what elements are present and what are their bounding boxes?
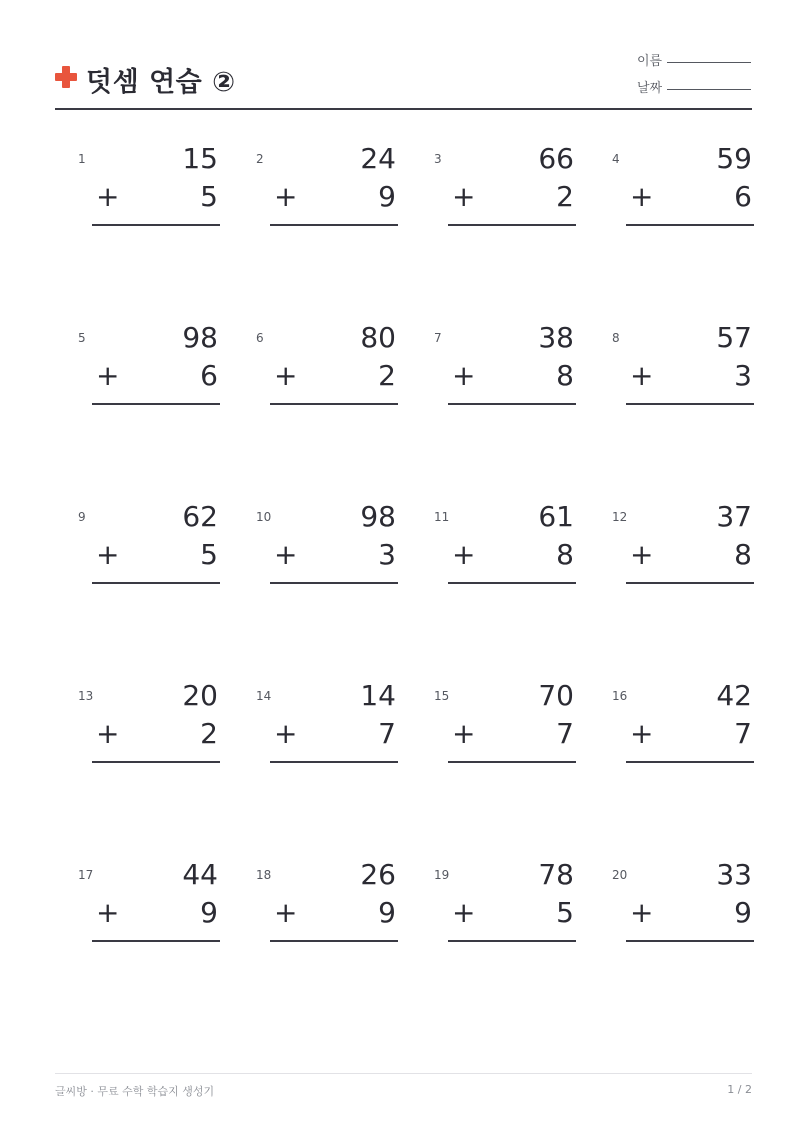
first-addend: 15 bbox=[182, 142, 218, 175]
problem-number: 18 bbox=[256, 868, 272, 882]
problem-item bbox=[434, 679, 574, 799]
second-addend: 3 bbox=[378, 538, 396, 571]
first-addend: 14 bbox=[360, 679, 396, 712]
problem-number: 5 bbox=[78, 331, 86, 345]
plus-operator: + bbox=[274, 538, 298, 571]
first-addend: 66 bbox=[538, 142, 574, 175]
problem-number: 12 bbox=[612, 510, 628, 524]
second-addend: 5 bbox=[556, 896, 574, 929]
second-addend: 7 bbox=[378, 717, 396, 750]
problem-number: 16 bbox=[612, 689, 628, 703]
problem-number: 13 bbox=[78, 689, 94, 703]
plus-operator: + bbox=[274, 180, 298, 213]
second-addend: 9 bbox=[734, 896, 752, 929]
problem-number: 11 bbox=[434, 510, 450, 524]
answer-line bbox=[92, 224, 220, 226]
plus-operator: + bbox=[630, 896, 654, 929]
name-label: 이름 bbox=[637, 54, 663, 69]
plus-operator: + bbox=[96, 359, 120, 392]
problem-number: 6 bbox=[256, 331, 264, 345]
second-addend: 9 bbox=[200, 896, 218, 929]
problem-number: 14 bbox=[256, 689, 272, 703]
plus-operator: + bbox=[274, 896, 298, 929]
problem-number: 15 bbox=[434, 689, 450, 703]
problem-number: 8 bbox=[612, 331, 620, 345]
second-addend: 8 bbox=[734, 538, 752, 571]
problem-number: 3 bbox=[434, 152, 442, 166]
second-addend: 8 bbox=[556, 359, 574, 392]
problem-number: 7 bbox=[434, 331, 442, 345]
first-addend: 98 bbox=[360, 500, 396, 533]
problem-item bbox=[434, 500, 574, 620]
first-addend: 61 bbox=[538, 500, 574, 533]
first-addend: 70 bbox=[538, 679, 574, 712]
problem-number: 20 bbox=[612, 868, 628, 882]
second-addend: 2 bbox=[200, 717, 218, 750]
page-title: 덧셈 연습 ② bbox=[86, 67, 236, 98]
problem-number: 1 bbox=[78, 152, 86, 166]
problem-number: 9 bbox=[78, 510, 86, 524]
answer-line bbox=[448, 761, 576, 763]
date-label: 날짜 bbox=[637, 81, 663, 96]
problem-number: 4 bbox=[612, 152, 620, 166]
second-addend: 9 bbox=[378, 896, 396, 929]
footer-credit: 글씨방 · 무료 수학 학습지 생성기 bbox=[55, 1085, 215, 1098]
plus-operator: + bbox=[452, 180, 476, 213]
first-addend: 59 bbox=[716, 142, 752, 175]
answer-line bbox=[92, 940, 220, 942]
second-addend: 5 bbox=[200, 538, 218, 571]
answer-line bbox=[92, 403, 220, 405]
answer-line bbox=[270, 582, 398, 584]
problem-item bbox=[612, 679, 752, 799]
footer-divider bbox=[55, 1073, 752, 1074]
answer-line bbox=[92, 582, 220, 584]
second-addend: 9 bbox=[378, 180, 396, 213]
problem-number: 10 bbox=[256, 510, 272, 524]
second-addend: 5 bbox=[200, 180, 218, 213]
problem-item bbox=[256, 142, 396, 262]
problem-item bbox=[612, 858, 752, 978]
second-addend: 2 bbox=[556, 180, 574, 213]
page-indicator: 1 / 2 bbox=[727, 1083, 752, 1096]
problem-item bbox=[612, 321, 752, 441]
problem-number: 17 bbox=[78, 868, 94, 882]
problem-item bbox=[78, 679, 218, 799]
first-addend: 44 bbox=[182, 858, 218, 891]
problem-item bbox=[434, 321, 574, 441]
answer-line bbox=[626, 582, 754, 584]
plus-operator: + bbox=[630, 180, 654, 213]
problem-item bbox=[78, 500, 218, 620]
first-addend: 38 bbox=[538, 321, 574, 354]
problem-item bbox=[256, 858, 396, 978]
answer-line bbox=[270, 403, 398, 405]
plus-operator: + bbox=[96, 538, 120, 571]
problem-item bbox=[78, 142, 218, 262]
second-addend: 7 bbox=[556, 717, 574, 750]
second-addend: 8 bbox=[556, 538, 574, 571]
problem-item bbox=[256, 321, 396, 441]
answer-line bbox=[92, 761, 220, 763]
answer-line bbox=[270, 224, 398, 226]
plus-operator: + bbox=[630, 359, 654, 392]
plus-operator: + bbox=[630, 717, 654, 750]
answer-line bbox=[448, 403, 576, 405]
problem-item bbox=[256, 500, 396, 620]
plus-operator: + bbox=[452, 896, 476, 929]
answer-line bbox=[448, 582, 576, 584]
first-addend: 26 bbox=[360, 858, 396, 891]
problem-item bbox=[434, 858, 574, 978]
first-addend: 37 bbox=[716, 500, 752, 533]
second-addend: 3 bbox=[734, 359, 752, 392]
problem-item bbox=[612, 142, 752, 262]
answer-line bbox=[626, 403, 754, 405]
first-addend: 20 bbox=[182, 679, 218, 712]
second-addend: 7 bbox=[734, 717, 752, 750]
second-addend: 2 bbox=[378, 359, 396, 392]
plus-operator: + bbox=[274, 717, 298, 750]
problem-number: 2 bbox=[256, 152, 264, 166]
first-addend: 62 bbox=[182, 500, 218, 533]
answer-line bbox=[626, 761, 754, 763]
first-addend: 24 bbox=[360, 142, 396, 175]
first-addend: 33 bbox=[716, 858, 752, 891]
plus-operator: + bbox=[452, 359, 476, 392]
problem-item bbox=[612, 500, 752, 620]
plus-operator: + bbox=[452, 538, 476, 571]
answer-line bbox=[270, 940, 398, 942]
problem-item bbox=[78, 858, 218, 978]
answer-line bbox=[270, 761, 398, 763]
problem-item bbox=[78, 321, 218, 441]
first-addend: 98 bbox=[182, 321, 218, 354]
plus-operator: + bbox=[630, 538, 654, 571]
first-addend: 57 bbox=[716, 321, 752, 354]
answer-line bbox=[448, 940, 576, 942]
answer-line bbox=[626, 224, 754, 226]
second-addend: 6 bbox=[734, 180, 752, 213]
plus-operator: + bbox=[96, 180, 120, 213]
plus-operator: + bbox=[96, 896, 120, 929]
plus-operator: + bbox=[274, 359, 298, 392]
first-addend: 80 bbox=[360, 321, 396, 354]
answer-line bbox=[626, 940, 754, 942]
first-addend: 42 bbox=[716, 679, 752, 712]
plus-operator: + bbox=[96, 717, 120, 750]
second-addend: 6 bbox=[200, 359, 218, 392]
problem-item bbox=[256, 679, 396, 799]
plus-operator: + bbox=[452, 717, 476, 750]
problem-item bbox=[434, 142, 574, 262]
problem-number: 19 bbox=[434, 868, 450, 882]
first-addend: 78 bbox=[538, 858, 574, 891]
answer-line bbox=[448, 224, 576, 226]
